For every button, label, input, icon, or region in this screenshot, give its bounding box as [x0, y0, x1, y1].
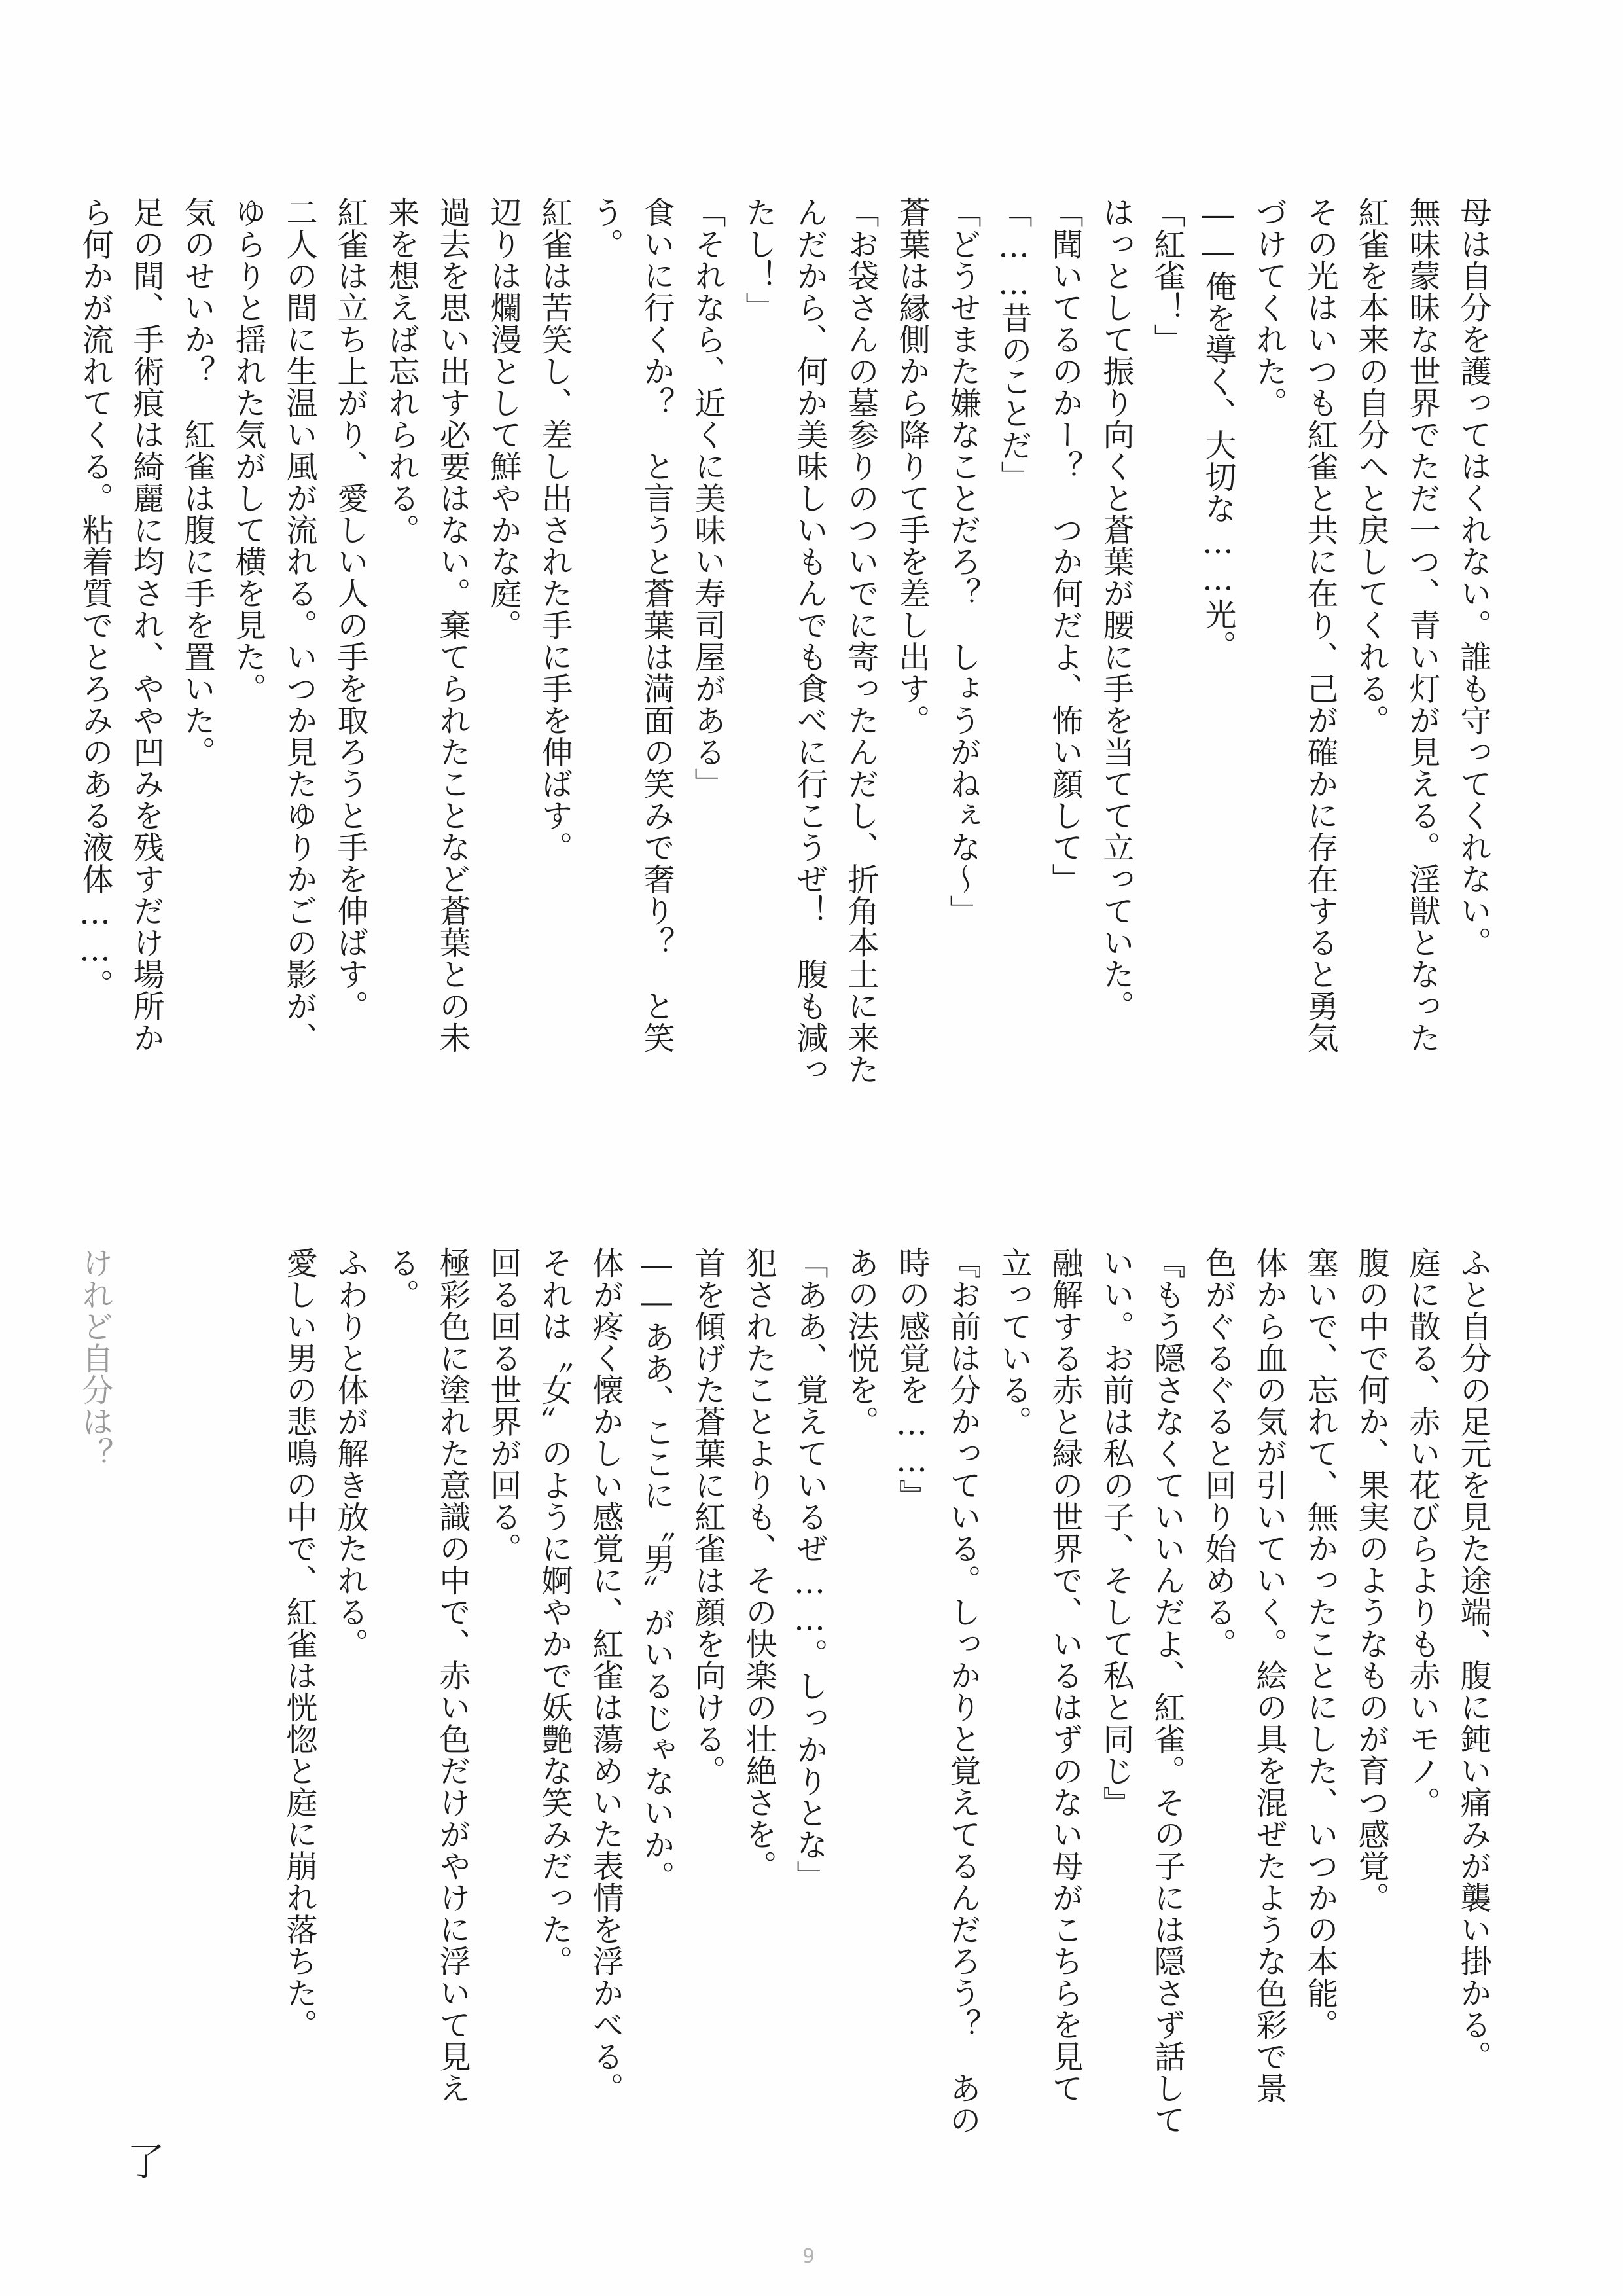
upper-text-line: 無味蒙昧な世界でただ一つ、青い灯が見える。淫獣となった — [1404, 196, 1440, 1054]
lower-text-line: いい。お前は私の子、そして私と同じ』 — [1097, 1247, 1134, 1818]
upper-text-line: ――俺を導く、大切な……光。 — [1200, 196, 1236, 662]
lower-text-line: ――ああ、ここに〝男〟がいるじゃないか。 — [638, 1247, 675, 1892]
upper-text-block — [77, 196, 1499, 1237]
upper-text-line: たし！」 — [740, 196, 777, 323]
lower-text-line: 犯されたことよりも、その快楽の壮絶さを。 — [740, 1247, 777, 1882]
upper-text-line: 「お袋さんの墓参りのついでに寄ったんだし、折角本土に来た — [842, 196, 879, 1085]
lower-text-line: る。 — [383, 1247, 419, 1310]
lower-text-line: 『お前は分かっている。しっかりと覚えてるんだろう？ あの — [944, 1247, 981, 2136]
lower-text-line: それは〝女〟のように婀やかで妖艶な笑みだった。 — [536, 1247, 573, 1977]
lower-text-line: 塞いで、忘れて、無かったことにした、いつかの本能。 — [1302, 1247, 1338, 2041]
end-mark: 了 — [120, 2142, 165, 2179]
lower-text-line: 体から血の気が引いていく。絵の具を混ぜたような色彩で景 — [1251, 1247, 1287, 2104]
upper-text-line: 辺りは爛漫として鮮やかな庭。 — [485, 196, 522, 641]
upper-text-line: 蒼葉は縁側から降りて手を差し出す。 — [893, 196, 930, 736]
upper-text-line: はっとして振り向くと蒼葉が腰に手を当てて立っていた。 — [1097, 196, 1134, 1022]
lower-text-line: 腹の中で何か、果実のようなものが育つ感覚。 — [1353, 1247, 1389, 1914]
upper-text-line: その光はいつも紅雀と共に在り、己が確かに存在すると勇気 — [1302, 196, 1338, 1054]
lower-text-line — [171, 1247, 223, 2150]
lower-text-line — [223, 1247, 274, 2150]
upper-text-line: う。 — [587, 196, 624, 260]
page-number: 9 — [802, 2245, 815, 2268]
lower-text-line — [120, 1247, 171, 2150]
upper-text-line: 来を想えば忘れられる。 — [383, 196, 419, 546]
upper-text-line: ら何かが流れてくる。粘着質でとろみのある液体……。 — [77, 196, 113, 1001]
upper-text-line: 「……昔のことだ」 — [995, 196, 1032, 493]
upper-text-line: 気のせいか？ 紅雀は腹に手を置いた。 — [179, 196, 215, 768]
upper-text-line: 母は自分を護ってはくれない。誰も守ってくれない。 — [1455, 196, 1491, 958]
lower-text-line: けれど自分は？ — [77, 1247, 113, 1469]
lower-text-line: 首を傾げた蒼葉に紅雀は顔を向ける。 — [689, 1247, 726, 1787]
upper-text-line: づけてくれた。 — [1251, 196, 1287, 419]
upper-text-line: 「紅雀！」 — [1149, 196, 1185, 355]
upper-text-line: 食いに行くか？ と言うと蒼葉は満面の笑みで奢り？ と笑 — [638, 196, 675, 1054]
lower-text-line: 色がぐるぐると回り始める。 — [1200, 1247, 1236, 1660]
lower-text-line: 時の感覚を……』 — [893, 1247, 930, 1511]
lower-text-line: ふわりと体が解き放たれる。 — [332, 1247, 368, 1660]
upper-text-line: 紅雀は苦笑し、差し出された手に手を伸ばす。 — [536, 196, 573, 863]
lower-text-block — [77, 1247, 1499, 2150]
lower-text-line: 立っている。 — [995, 1247, 1032, 1437]
upper-text-line: 「どうせまた嫌なことだろ？ しょうがねぇな〜」 — [944, 196, 981, 927]
lower-text-line: 『もう隠さなくていいんだよ、紅雀。その子には隠さず話して — [1149, 1247, 1185, 2136]
upper-text-line: 「それなら、近くに美味い寿司屋がある」 — [689, 196, 726, 800]
upper-text-line: 過去を思い出す必要はない。棄てられたことなど蒼葉との未 — [434, 196, 471, 1054]
upper-text-line: 紅雀を本来の自分へと戻してくれる。 — [1353, 196, 1389, 736]
lower-text-line: 庭に散る、赤い花びらよりも赤いモノ。 — [1404, 1247, 1440, 1818]
lower-text-line: 融解する赤と緑の世界で、いるはずのない母がこちらを見て — [1046, 1247, 1083, 2104]
upper-text-line: 足の間、手術痕は綺麗に均され、やや凹みを残すだけ場所か — [128, 196, 164, 1054]
lower-text-line: 回る回る世界が回る。 — [485, 1247, 522, 1564]
lower-text-line: 体が疼く懐かしい感覚に、紅雀は蕩めいた表情を浮かべる。 — [587, 1247, 624, 2104]
upper-text-line: 紅雀は立ち上がり、愛しい人の手を取ろうと手を伸ばす。 — [332, 196, 368, 1022]
lower-text-line: 愛しい男の悲鳴の中で、紅雀は恍惚と庭に崩れ落ちた。 — [281, 1247, 317, 2041]
upper-text-line: んだから、何か美味しいもんでも食べに行こうぜ！ 腹も減っ — [791, 196, 828, 1085]
upper-text-line: 「聞いてるのかー？ つか何だよ、怖い顔して」 — [1046, 196, 1083, 895]
lower-text-line: あの法悦を。 — [842, 1247, 879, 1437]
lower-text-line: 極彩色に塗れた意識の中で、赤い色だけがやけに浮いて見え — [434, 1247, 471, 2104]
lower-text-line: ふと自分の足元を見た途端、腹に鈍い痛みが襲い掛かる。 — [1455, 1247, 1491, 2072]
lower-text-line: 「ああ、覚えているぜ……。しっかりとな」 — [791, 1247, 828, 1892]
upper-text-line: 二人の間に生温い風が流れる。いつか見たゆりかごの影が、 — [281, 196, 317, 1054]
upper-text-line: ゆらりと揺れた気がして横を見た。 — [230, 196, 266, 704]
